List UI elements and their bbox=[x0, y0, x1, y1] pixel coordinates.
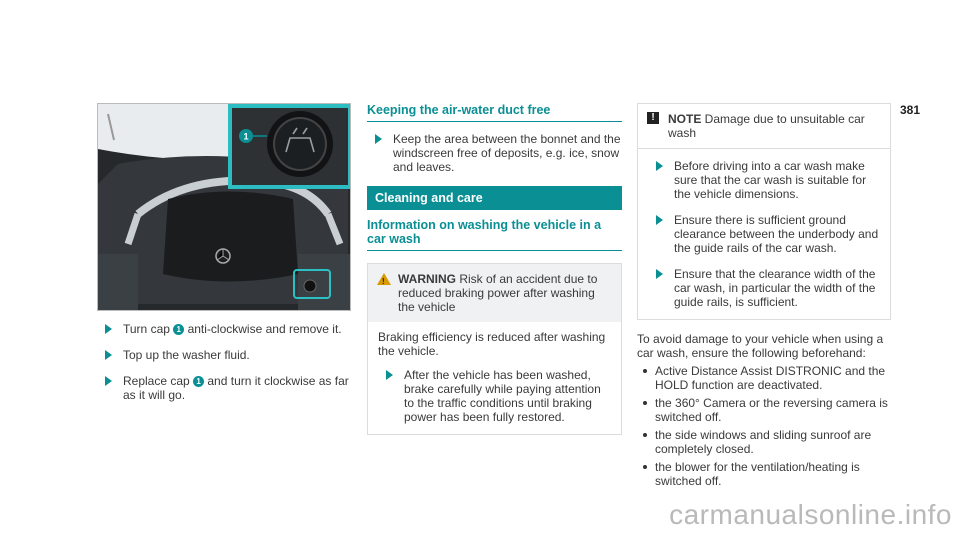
list-item: Active Distance Assist DISTRONIC and the HOLD function are deactivated. bbox=[637, 364, 891, 392]
car-wash-intro: To avoid damage to your vehicle when using a car wash, ensure the following beforehand: bbox=[637, 332, 884, 360]
step-brake-carefully: After the vehicle has been washed, brake carefully while paying attention to the traffic conditions until braking power has been fully restored. bbox=[378, 368, 611, 424]
middle-column bbox=[367, 103, 622, 435]
step-arrow-icon bbox=[105, 324, 112, 334]
left-column bbox=[97, 322, 352, 414]
step-arrow-icon bbox=[375, 134, 382, 144]
step-arrow-icon bbox=[105, 350, 112, 360]
note-box bbox=[637, 103, 891, 320]
note-header: ! NOTE Damage due to unsuitable car wash bbox=[638, 104, 890, 148]
note-body bbox=[638, 148, 890, 319]
heading-car-wash-info: Information on washing the vehicle in a car wash bbox=[367, 218, 622, 251]
heading-air-water-duct: Keeping the air-water duct free bbox=[367, 103, 622, 122]
step-top-up: Top up the washer fluid. bbox=[97, 348, 352, 362]
engine-bay-photo bbox=[97, 103, 351, 311]
list-item: the blower for the ventilation/heating is switched off. bbox=[637, 460, 891, 488]
step-arrow-icon bbox=[105, 376, 112, 386]
step-remove-cap: Turn cap 1 anti-clockwise and remove it. bbox=[97, 322, 352, 336]
callout-badge: 1 bbox=[193, 376, 204, 387]
warning-body: Braking efficiency is reduced after washing the vehicle. After the vehicle has been washed, brake carefully while paying attention to the traffic conditions until braking power has been fully restored. bbox=[368, 322, 621, 434]
note-icon: ! bbox=[647, 112, 659, 124]
warning-icon: ! bbox=[377, 273, 391, 285]
photo-callout: 1 bbox=[243, 131, 249, 142]
step-arrow-icon bbox=[386, 370, 393, 380]
section-band-cleaning: Cleaning and care bbox=[367, 186, 622, 210]
note-step: Before driving into a car wash make sure that the car wash is suitable for the vehicle dimensions. bbox=[648, 159, 880, 201]
step-arrow-icon bbox=[656, 215, 663, 225]
car-wash-checklist bbox=[637, 364, 891, 488]
step-keep-clear: Keep the area between the bonnet and the windscreen free of deposits, e.g. ice, snow and leaves. bbox=[367, 132, 622, 174]
step-arrow-icon bbox=[656, 269, 663, 279]
list-item: the 360° Camera or the reversing camera is switched off. bbox=[637, 396, 891, 424]
list-item: the side windows and sliding sunroof are completely closed. bbox=[637, 428, 891, 456]
callout-badge: 1 bbox=[173, 324, 184, 335]
warning-header: ! WARNING Risk of an accident due to reduced braking power after washing the vehicle bbox=[368, 264, 621, 322]
note-step: Ensure there is sufficient ground clearance between the underbody and the guide rails of the car wash. bbox=[648, 213, 880, 255]
engine-illustration bbox=[98, 104, 351, 311]
watermark: carmanualsonline.info bbox=[669, 499, 952, 530]
page-number: 381 bbox=[899, 103, 920, 117]
step-replace-cap: Replace cap 1 and turn it clockwise as far as it will go. bbox=[97, 374, 352, 402]
step-arrow-icon bbox=[656, 161, 663, 171]
right-column bbox=[637, 103, 891, 492]
note-step: Ensure that the clearance width of the car wash, in particular the width of the guide rails, is sufficient. bbox=[648, 267, 880, 309]
warning-box bbox=[367, 263, 622, 435]
